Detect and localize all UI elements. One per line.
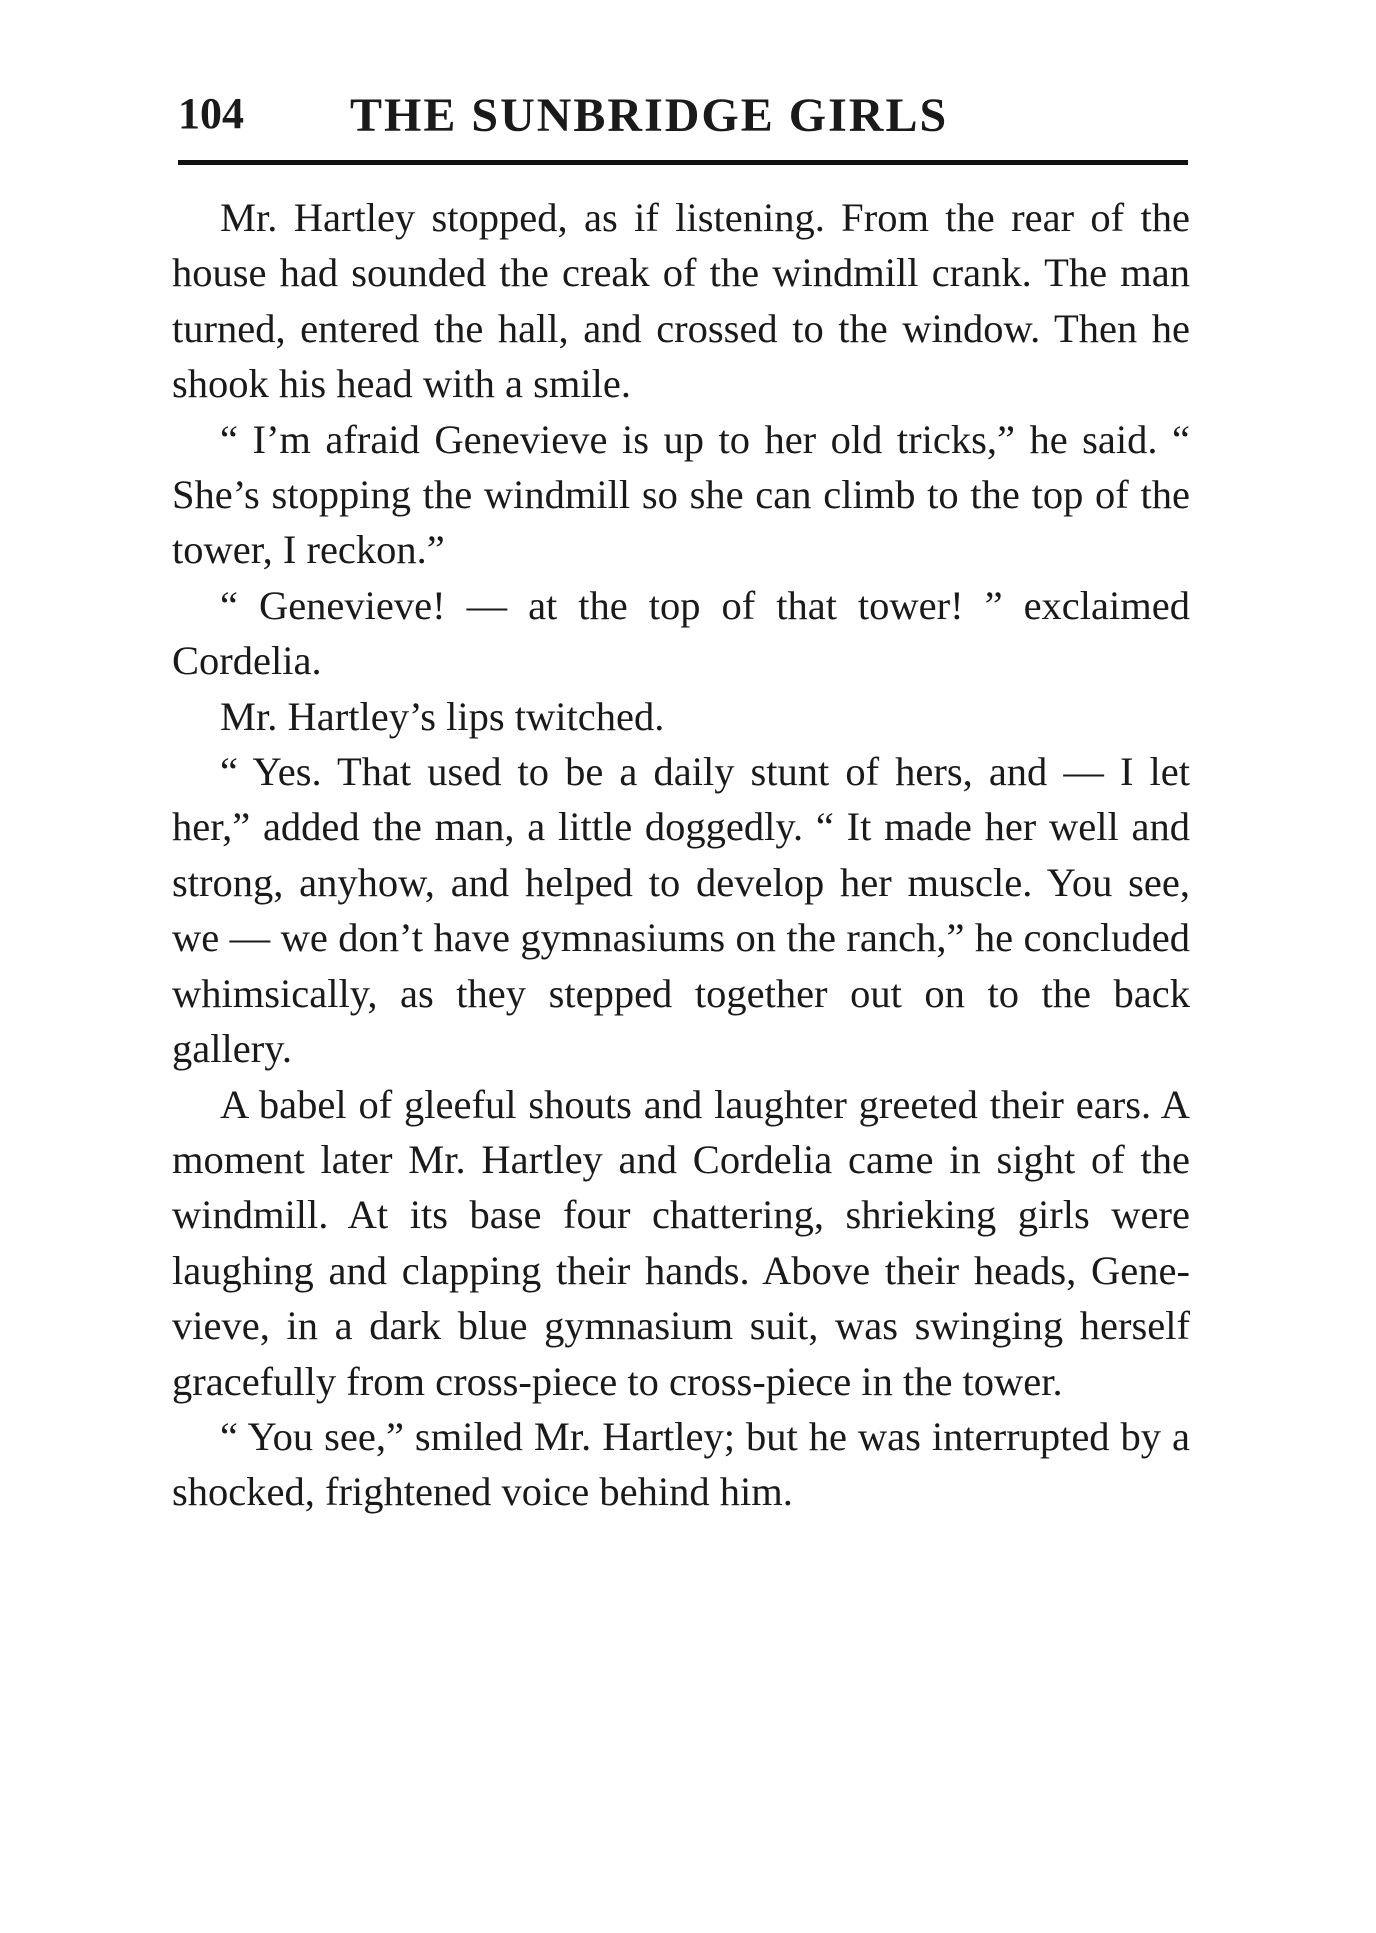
- paragraph: “ You see,” smiled Mr. Hartley; but he was interrupted by a shocked, frightened voice behind him.: [172, 1413, 1190, 1515]
- book-title: THE SUNBRIDGE GIRLS: [350, 89, 949, 142]
- paragraph: “ Yes. That used to be a daily stunt of hers, and — I let her,” added the man, a little doggedly. “ It made her well and strong, anyhow, and helped to develop her muscle. You see, we — we don’t have gymnasiums on the ranch,” he concluded whimsically, as they stepped together out on to the back gallery.: [172, 749, 1190, 1072]
- paragraph: A babel of gleeful shouts and laughter greeted their ears. A moment later Mr. Hartley and Cordelia came in sight of the windmill. At its base four chattering, shrieking girls were laughing and clapping their hands. Above their heads, Genevieve, in a dark blue gymnasium suit, was swinging herself gracefully from cross-piece to cross-piece in the tower.: [172, 1081, 1190, 1404]
- paragraph: Mr. Hartley’s lips twitched.: [220, 693, 665, 739]
- paragraph: “ I’m afraid Genevieve is up to her old tricks,” he said. “ She’s stopping the windmill so she can climb to the top of the tower, I reckon.”: [172, 416, 1190, 573]
- running-head: [178, 88, 1188, 148]
- body-text: [172, 190, 1190, 1520]
- header-rule: [178, 160, 1188, 165]
- page-number: 104: [178, 89, 244, 138]
- paragraph: Mr. Hartley stopped, as if listening. From the rear of the house had sounded the creak of the windmill crank. The man turned, entered the hall, and crossed to the window. Then he shook his head with a smile.: [172, 195, 1190, 407]
- paragraph: “ Genevieve! — at the top of that tower! ” exclaimed Cordelia.: [172, 582, 1190, 684]
